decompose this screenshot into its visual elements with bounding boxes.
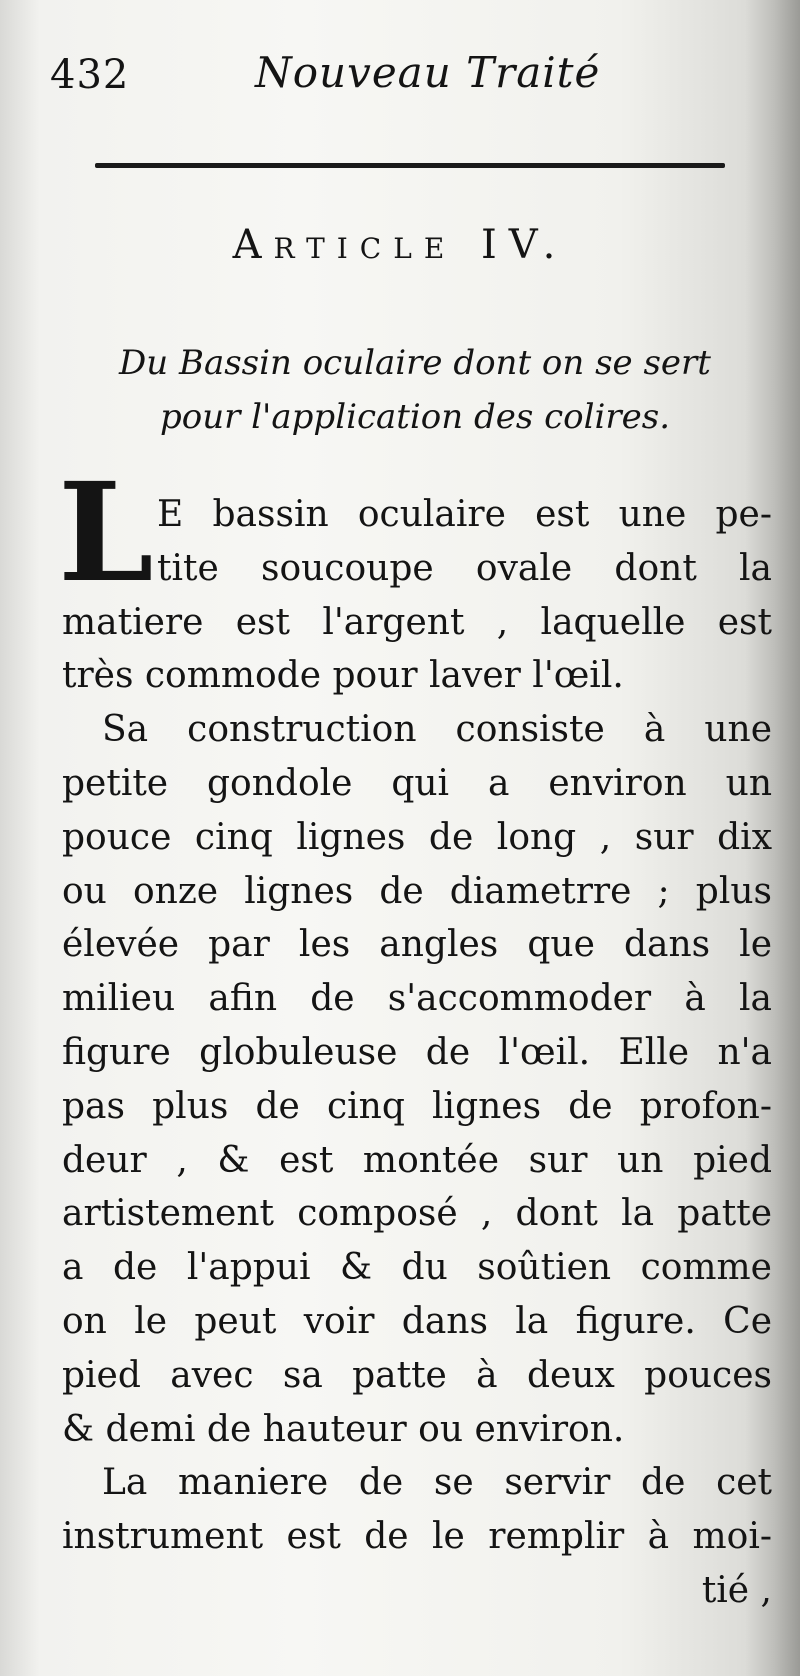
page-number: 432: [50, 52, 130, 98]
header-rule: [95, 163, 725, 168]
text-line: pas plus de cinq lignes de profon-: [62, 1085, 772, 1127]
article-body: [62, 488, 772, 1618]
drop-cap: L: [58, 453, 154, 613]
text-line: artistement composé , dont la patte: [62, 1193, 772, 1235]
text-line: milieu afin de s'accommoder à la: [62, 978, 772, 1020]
text-line: figure globuleuse de l'œil. Elle n'a: [62, 1031, 772, 1073]
text-line: petite gondole qui a environ un: [62, 762, 772, 804]
text-line: pouce cinq lignes de long , sur dix: [62, 816, 772, 858]
text-line: Sa construction consiste à une: [102, 709, 772, 751]
subtitle-line: pour l'application des colires.: [159, 397, 671, 437]
text-line: E bassin oculaire est une pe-: [157, 494, 772, 535]
text-line: La maniere de se servir de cet: [102, 1462, 772, 1504]
article-title: Article IV.: [232, 222, 568, 268]
text-line: a de l'appui & du soûtien comme: [62, 1247, 772, 1289]
text-line: matiere est l'argent , laquelle est: [62, 601, 772, 643]
text-line: élevée par les angles que dans le: [62, 924, 772, 966]
text-line: pied avec sa patte à deux pouces: [62, 1354, 772, 1396]
text-line: tite soucoupe ovale dont la: [157, 547, 772, 589]
article-subtitle: [55, 336, 775, 444]
text-line: deur , & est montée sur un pied: [62, 1139, 772, 1181]
text-line: on le peut voir dans la figure. Ce: [62, 1300, 772, 1342]
text-line: & demi de hauteur ou environ.: [62, 1408, 625, 1450]
text-line: instrument est de le remplir à moi-: [62, 1516, 772, 1558]
text-line: ou onze lignes de diametrre ; plus: [62, 870, 772, 912]
text-line: très commode pour laver l'œil.: [62, 655, 624, 697]
catchword: tié ,: [701, 1569, 772, 1611]
running-title: Nouveau Traité: [255, 48, 601, 97]
subtitle-line: Du Bassin oculaire dont on se sert: [119, 343, 711, 383]
